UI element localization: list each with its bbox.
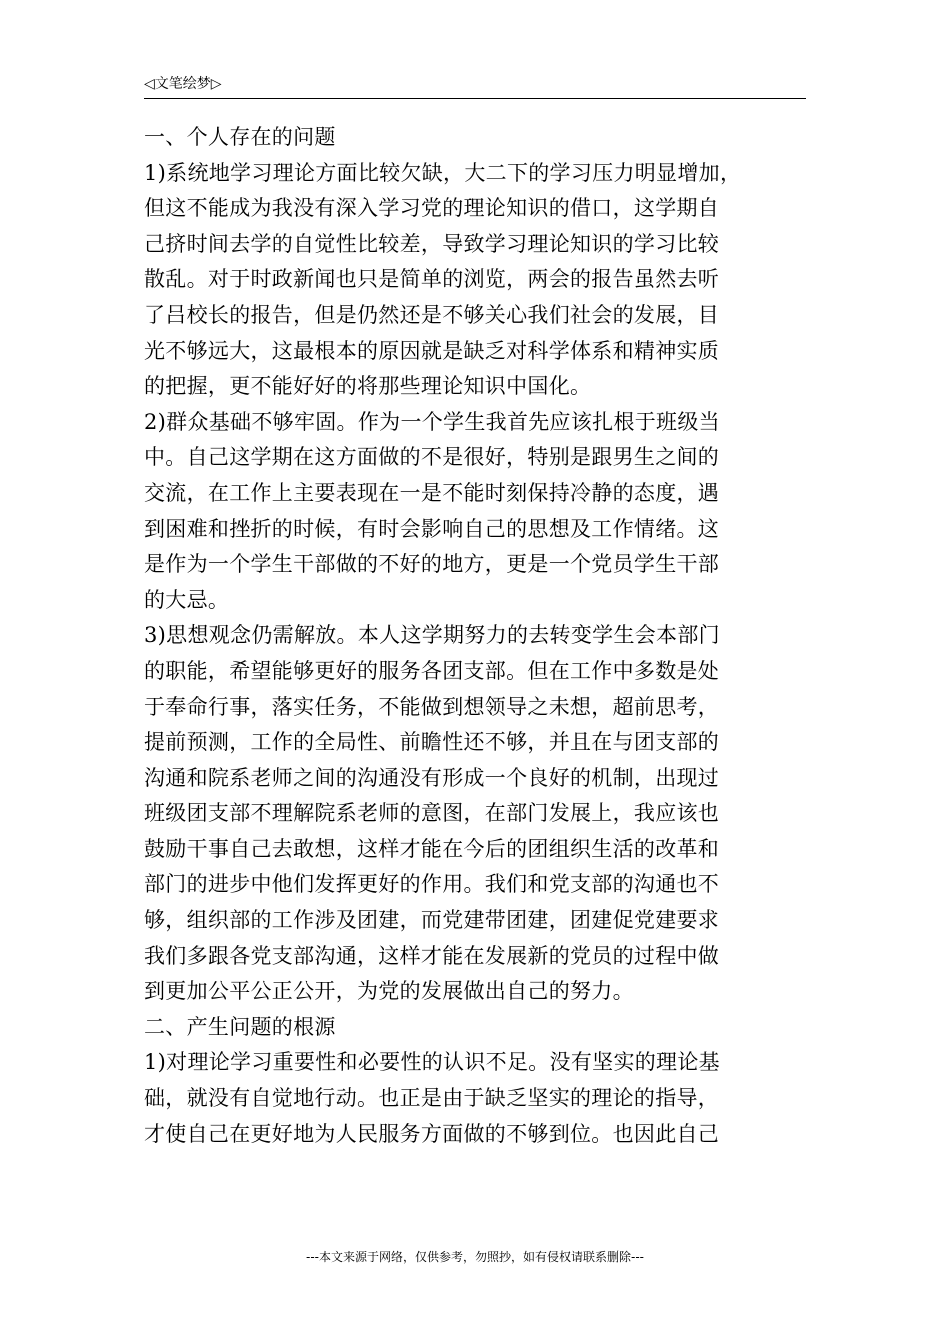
document-body	[144, 120, 806, 1152]
text-line: 的职能，希望能够更好的服务各团支部。但在工作中多数是处	[144, 658, 720, 683]
page-footer: ---本文来源于网络，仅供参考，勿照抄，如有侵权请联系删除---	[306, 1250, 644, 1264]
text-line: 3)思想观念仍需解放。本人这学期努力的去转变学生会本部门	[144, 623, 720, 648]
text-line: 光不够远大，这最根本的原因就是缺乏对科学体系和精神实质	[144, 338, 720, 363]
text-line: 己挤时间去学的自觉性比较差，导致学习理论知识的学习比较	[144, 231, 720, 256]
text-line: 于奉命行事，落实任务，不能做到想领导之未想，超前思考，	[144, 694, 720, 719]
text-line: 班级团支部不理解院系老师的意图，在部门发展上，我应该也	[144, 801, 720, 826]
text-line: 1)对理论学习重要性和必要性的认识不足。没有坚实的理论基	[144, 1050, 720, 1075]
text-line: 散乱。对于时政新闻也只是简单的浏览，两会的报告虽然去听	[144, 267, 720, 292]
text-line: 部门的进步中他们发挥更好的作用。我们和党支部的沟通也不	[144, 872, 720, 897]
text-line: 的大忌。	[144, 587, 230, 612]
text-line: 我们多跟各党支部沟通，这样才能在发展新的党员的过程中做	[144, 943, 720, 968]
page-header	[144, 72, 806, 99]
text-line: 交流，在工作上主要表现在一是不能时刻保持冷静的态度，遇	[144, 480, 720, 505]
text-line: 鼓励干事自己去敢想，这样才能在今后的团组织生活的改革和	[144, 836, 720, 861]
text-line: 的把握，更不能好好的将那些理论知识中国化。	[144, 374, 592, 399]
text-line: 二、产生问题的根源	[144, 1014, 336, 1039]
text-line: 2)群众基础不够牢固。作为一个学生我首先应该扎根于班级当	[144, 409, 720, 434]
text-line: 一、个人存在的问题	[144, 125, 336, 149]
text-line: 础，就没有自觉地行动。也正是由于缺乏坚实的理论的指导，	[144, 1086, 720, 1111]
text-line: 1)系统地学习理论方面比较欠缺，大二下的学习压力明显增加，	[144, 160, 742, 185]
text-line: 是作为一个学生干部做的不好的地方，更是一个党员学生干部	[144, 552, 720, 577]
header-title: ◁文笔绘梦▷	[144, 76, 222, 92]
text-line: 但这不能成为我没有深入学习党的理论知识的借口，这学期自	[144, 196, 720, 221]
text-line: 才使自己在更好地为人民服务方面做的不够到位。也因此自己	[144, 1121, 720, 1146]
text-line: 中。自己这学期在这方面做的不是很好，特别是跟男生之间的	[144, 445, 720, 470]
text-line: 了吕校长的报告，但是仍然还是不够关心我们社会的发展，目	[144, 302, 720, 327]
text-line: 够，组织部的工作涉及团建，而党建带团建，团建促党建要求	[144, 908, 720, 933]
text-line: 提前预测，工作的全局性、前瞻性还不够，并且在与团支部的	[144, 730, 720, 755]
text-line: 到困难和挫折的时候，有时会影响自己的思想及工作情绪。这	[144, 516, 720, 541]
text-line: 到更加公平公正公开，为党的发展做出自己的努力。	[144, 979, 634, 1004]
text-line: 沟通和院系老师之间的沟通没有形成一个良好的机制，出现过	[144, 765, 720, 790]
